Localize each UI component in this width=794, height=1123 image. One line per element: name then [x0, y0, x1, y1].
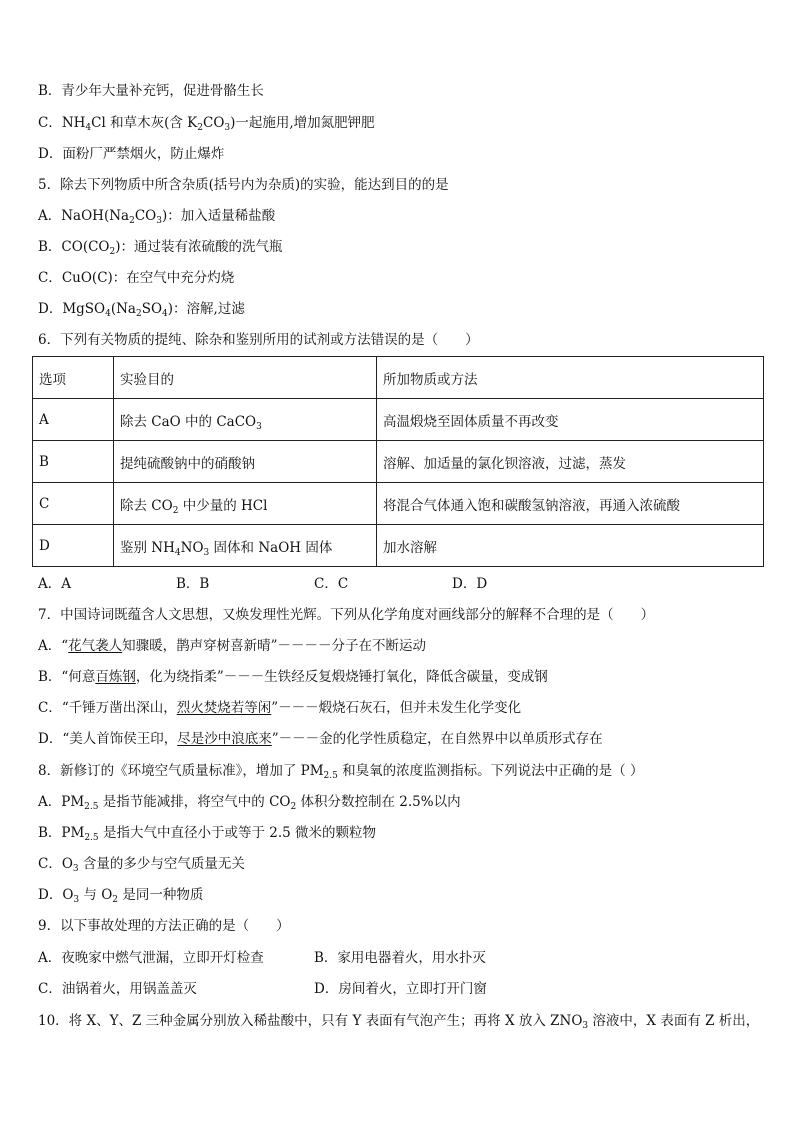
table-row [33, 483, 764, 525]
row-option: B [33, 441, 114, 483]
q8-option-c: C．$O_3$ 含量的多少与空气质量无关 [38, 856, 245, 874]
row-goal: 提纯硫酸钠中的硝酸钠 [114, 441, 377, 483]
q5-option-b: B．$CO(CO_2)$：通过装有浓硫酸的洗气瓶 [38, 239, 283, 257]
q9-option-a: A．夜晚家中燃气泄漏，立即开灯检查 [38, 950, 264, 966]
q7-option-a: A．“花气袭人知骤暖，鹊声穿树喜新晴”－－－－分子在不断运动 [38, 638, 427, 654]
row-goal: 除去 CaO 中的 CaCO$_3$ [114, 399, 377, 441]
header-method: 所加物质或方法 [377, 357, 764, 399]
row-method: 将混合气体通入饱和碳酸氢钠溶液，再通入浓硫酸 [377, 483, 764, 525]
q6-stem: 6．下列有关物质的提纯、除杂和鉴别所用的试剂或方法错误的是（ ） [38, 332, 479, 348]
q5-option-d: D．$MgSO_4(Na_2SO_4)$：溶解,过滤 [38, 301, 245, 319]
q8-stem: 8．新修订的《环境空气质量标准》，增加了 $PM_{2.5}$ 和臭氧的浓度监测指标。下列说法中正确的是（ ） [38, 763, 644, 781]
header-goal: 实验目的 [114, 357, 377, 399]
q6-choice-b: B．B [176, 576, 210, 592]
row-goal: 除去 $CO_2$ 中少量的 HCl [114, 483, 377, 525]
table-row [33, 399, 764, 441]
q10-stem: 10．将 X、Y、Z 三种金属分别放入稀盐酸中，只有 Y 表面有气泡产生；再将 X 放入 $ZNO_3$ 溶液中，X 表面有 Z 析出， [38, 1013, 760, 1031]
row-option: D [33, 525, 114, 567]
q6-choice-a: A．A [38, 576, 71, 592]
q7-option-c: C．“千锤万凿出深山，烈火焚烧若等闲”－－－煅烧石灰石，但并未发生化学变化 [38, 700, 522, 716]
row-method: 加水溶解 [377, 525, 764, 567]
q9-stem: 9．以下事故处理的方法正确的是（ ） [38, 918, 290, 934]
q4-option-b: B．青少年大量补充钙，促进骨骼生长 [38, 83, 264, 99]
q8-option-b: B．$PM_{2.5}$ 是指大气中直径小于或等于 2.5 微米的颗粒物 [38, 825, 376, 843]
q5-option-c: C．CuO(C)：在空气中充分灼烧 [38, 270, 235, 286]
q7-option-d: D．“美人首饰侯王印，尽是沙中浪底来”－－－金的化学性质稳定，在自然界中以单质形式存在 [38, 731, 603, 747]
row-goal: 鉴别 $NH_4NO_3$ 固体和 NaOH 固体 [114, 525, 377, 567]
q9-option-b: B．家用电器着火，用水扑灭 [314, 950, 486, 966]
q6-table [32, 356, 764, 567]
q4-option-d: D．面粉厂严禁烟火，防止爆炸 [38, 146, 225, 162]
q6-choice-d: D．D [452, 576, 488, 592]
q8-option-a: A．$PM_{2.5}$ 是指节能减排，将空气中的 $CO_2$ 体积分数控制在 2.5%以内 [38, 794, 461, 812]
header-option: 选项 [33, 357, 114, 399]
q9-option-c: C．油锅着火，用锅盖盖灭 [38, 981, 197, 997]
q5-option-a: A．$NaOH(Na_2CO_3)$：加入适量稀盐酸 [38, 208, 276, 226]
row-method: 溶解、加适量的氯化钡溶液，过滤，蒸发 [377, 441, 764, 483]
q6-choice-c: C．C [314, 576, 349, 592]
table-row [33, 441, 764, 483]
q5-stem: 5．除去下列物质中所含杂质(括号内为杂质)的实验，能达到目的的是 [38, 177, 449, 193]
table-row [33, 525, 764, 567]
q7-option-b: B．“何意百炼钢，化为绕指柔”－－－生铁经反复煅烧锤打氧化，降低含碳量，变成钢 [38, 669, 548, 685]
table-header-row [33, 357, 764, 399]
q7-stem: 7．中国诗词既蕴含人文思想，又焕发理性光辉。下列从化学角度对画线部分的解释不合理的是（ ） [38, 607, 655, 623]
row-option: A [33, 399, 114, 441]
row-method: 高温煅烧至固体质量不再改变 [377, 399, 764, 441]
q4-option-c: C．$NH_4Cl$ 和草木灰(含 $K_2CO_3$)一起施用,增加氮肥钾肥 [38, 115, 375, 133]
q9-option-d: D．房间着火，立即打开门窗 [314, 981, 487, 997]
q8-option-d: D．$O_3$ 与 $O_2$ 是同一种物质 [38, 887, 204, 905]
row-option: C [33, 483, 114, 525]
